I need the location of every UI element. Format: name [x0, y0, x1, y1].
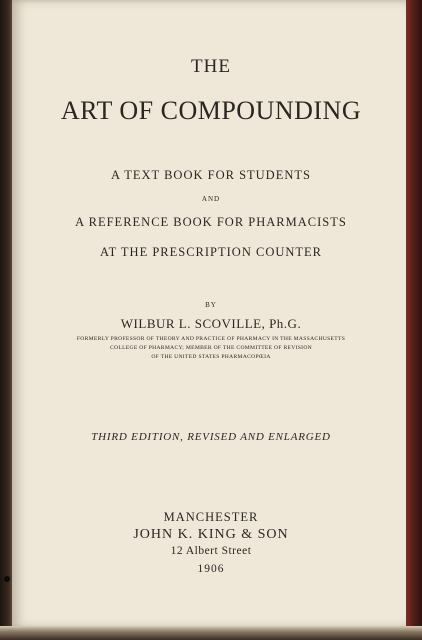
subtitle-line-1: A TEXT BOOK FOR STUDENTS [111, 168, 311, 182]
title-prefix: THE [191, 56, 231, 77]
publisher-name: JOHN K. KING & SON [133, 527, 289, 542]
book-title: ART OF COMPOUNDING [60, 96, 362, 125]
publication-year: 1906 [197, 563, 225, 575]
publisher-street: 12 Albert Street [170, 545, 252, 557]
page-edge-bottom [0, 626, 422, 640]
subtitle-line-3: AT THE PRESCRIPTION COUNTER [99, 245, 323, 259]
publisher-city: MANCHESTER [163, 510, 259, 524]
subtitle-conjunction: AND [201, 195, 221, 203]
subtitle-line-2: A REFERENCE BOOK FOR PHARMACISTS [75, 215, 347, 229]
author-credentials-line-3: OF THE UNITED STATES PHARMACOPŒIA [151, 354, 271, 360]
author-name: WILBUR L. SCOVILLE, Ph.G. [120, 316, 302, 331]
by-label: BY [205, 301, 217, 309]
edition-statement: THIRD EDITION, REVISED AND ENLARGED [91, 431, 331, 443]
page-mark [4, 576, 10, 582]
author-credentials-line-2: COLLEGE OF PHARMACY; MEMBER OF THE COMMITTEE OF REVISION [109, 345, 313, 351]
author-credentials-line-1: FORMERLY PROFESSOR OF THEORY AND PRACTICE OF PHARMACY IN THE MASSACHUSETTS [76, 336, 346, 342]
